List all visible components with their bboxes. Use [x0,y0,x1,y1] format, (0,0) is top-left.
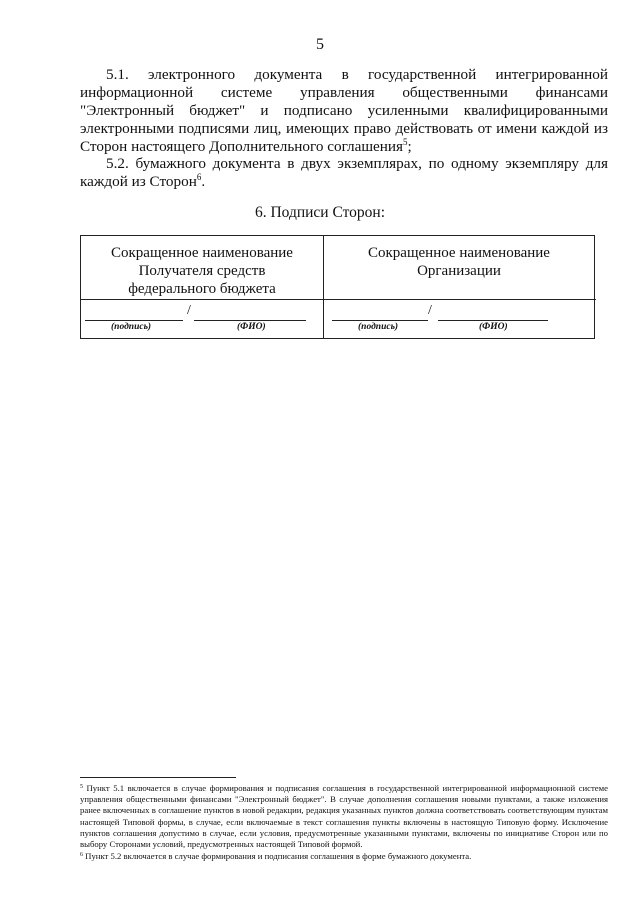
signature-table-divider [81,299,596,300]
footnote-ref-5: 5 [403,137,408,147]
recipient-signature-line [85,320,183,321]
paragraph-5-2 [80,155,608,191]
paragraph-5-2-text: 5.2. бумажного документа в двух экземплярах, по одному экземпляру для каждой из Сторон [80,155,608,190]
paragraph-5-1-end: ; [407,138,412,155]
footnote-6-mark: 6 [80,852,83,859]
recipient-fio-line [194,320,306,321]
footnote-5-text: Пункт 5.1 включается в случае формирования и подписания соглашения в государственной интегрированной информационной системе управления общественными финансами "Электронный бюджет". В случае дополнения соглашения новыми пунктами, а также изложения ранее включенных в соглашение пунктов в новой редакции, редакция указанных пунктов должна соответствовать соответствующим пунктам настоящей Типовой формы, в случае, если включаемые в текст соглашения пункты включены в настоящую Типовую форму. Исключение пунктов соглашения допустимо в случае, если условия, предусмотренные указанными пунктами, включены по инициативе Сторон или по выбору Сторонами условий, предусмотренных настоящей Типовой формой. [80,783,608,850]
recipient-signature-caption: (подпись) [111,322,152,332]
signature-column-recipient [81,236,324,338]
footnote-separator [80,777,236,778]
footnote-6-text: Пункт 5.2 включается в случае формирования и подписания соглашения в форме бумажного документа. [85,851,472,862]
footnotes [80,782,608,862]
paragraph-5-1 [80,66,608,156]
footnote-5 [80,782,608,850]
paragraph-5-1-text: 5.1. электронного документа в государственной интегрированной информационной системе управления общественными финансами "Электронный бюджет" и подписано усиленными квалифицированными электронными подписями лиц, имеющих право действовать от имени каждой из Сторон настоящего Дополнительного соглашения [80,66,608,155]
organization-slash: / [428,303,432,318]
organization-signature-caption: (подпись) [358,322,399,332]
section-title: 6. Подписи Сторон: [254,204,386,221]
recipient-header: Сокращенное наименование Получателя средств федерального бюджета [111,245,293,297]
signature-table [80,235,595,339]
footnote-5-mark: 5 [80,784,83,790]
signature-column-organization [324,236,594,338]
footnote-ref-6: 6 [196,172,202,182]
organization-signature-line [332,320,428,321]
recipient-fio-caption: (ФИО) [237,322,266,332]
organization-header: Сокращенное наименование Организации [368,245,550,279]
paragraph-5-2-end: . [201,173,206,190]
organization-fio-line [438,320,548,321]
organization-fio-caption: (ФИО) [479,322,508,332]
recipient-slash: / [187,303,191,318]
footnote-6 [80,850,608,862]
page-number: 5 [316,36,324,53]
